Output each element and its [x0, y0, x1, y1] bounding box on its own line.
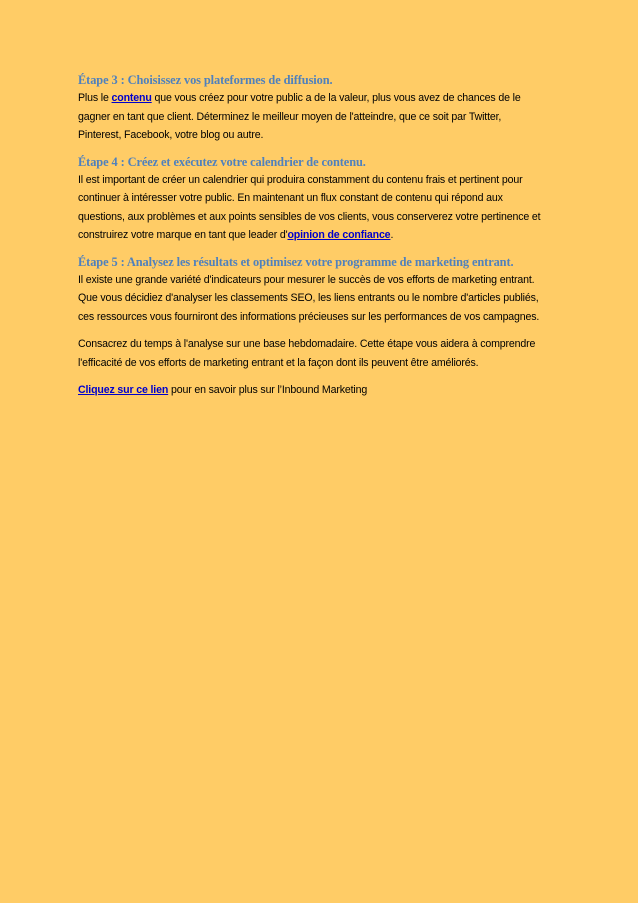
step-4-paragraph: [78, 171, 568, 245]
cliquez-sur-ce-lien-link[interactable]: Cliquez sur ce lien: [78, 384, 169, 396]
opinion-de-confiance-link[interactable]: opinion de confiance: [287, 229, 391, 241]
contenu-link[interactable]: contenu: [111, 92, 152, 104]
step-4-heading: Étape 4 : Créez et exécutez votre calendrier de contenu.: [78, 154, 366, 169]
analysis-line-1: Consacrez du temps à l'analyse sur une base hebdomadaire. Cette étape vous aidera à comprendre: [78, 338, 536, 350]
step-3-heading: Étape 3 : Choisissez vos plateformes de diffusion.: [78, 73, 333, 87]
step-5-line-2: Que vous décidiez d'analyser les classements SEO, les liens entrants ou le nombre d'articles publiés,: [78, 292, 539, 304]
step-3-paragraph: [78, 89, 568, 145]
step-4-line-4: [78, 226, 568, 245]
step-3-section: [78, 72, 568, 145]
cta-text: pour en savoir plus sur l’Inbound Marketing: [168, 384, 368, 396]
step-3-line-3: Pinterest, Facebook, votre blog ou autre.: [78, 129, 264, 141]
step-5-line-3: ces ressources vous fourniront des informations précieuses sur les performances de vos campagnes.: [78, 310, 540, 323]
step-4-line-2: continuer à intéresser votre public. En maintenant un flux constant de contenu qui répond aux: [78, 192, 503, 204]
cta-line: [78, 381, 568, 400]
analysis-paragraph: [78, 335, 568, 372]
step-5-paragraph: [78, 271, 568, 327]
step-4-line-1: Il est important de créer un calendrier qui produira constamment du contenu frais et pertinent pour: [78, 173, 523, 186]
step-3-text-b: que vous créez pour votre public a de la valeur, plus vous avez de chances de le: [151, 92, 521, 104]
analysis-line-2: l'efficacité de vos efforts de marketing entrant et la façon dont ils peuvent être améliorés.: [78, 356, 479, 369]
cta-paragraph: [78, 381, 568, 400]
step-3-text-a: Plus le: [78, 92, 112, 104]
step-4-text-a: construirez votre marque en tant que leader d': [78, 229, 288, 241]
step-4-text-b: .: [390, 229, 394, 241]
step-4-section: [78, 154, 568, 245]
step-3-line-1: [78, 89, 568, 108]
step-5-section: [78, 254, 568, 327]
step-3-line-2: gagner en tant que client. Déterminez le meilleur moyen de l'atteindre, que ce soit par Twitter,: [78, 110, 502, 123]
step-5-heading: Étape 5 : Analysez les résultats et optimisez votre programme de marketing entrant.: [78, 254, 514, 269]
step-5-line-1: Il existe une grande variété d'indicateurs pour mesurer le succès de vos efforts de marketing entrant.: [78, 273, 535, 286]
document-page: [78, 72, 568, 400]
step-4-line-3: questions, aux problèmes et aux points sensibles de vos clients, vous conserverez votre pertinence et: [78, 210, 541, 223]
